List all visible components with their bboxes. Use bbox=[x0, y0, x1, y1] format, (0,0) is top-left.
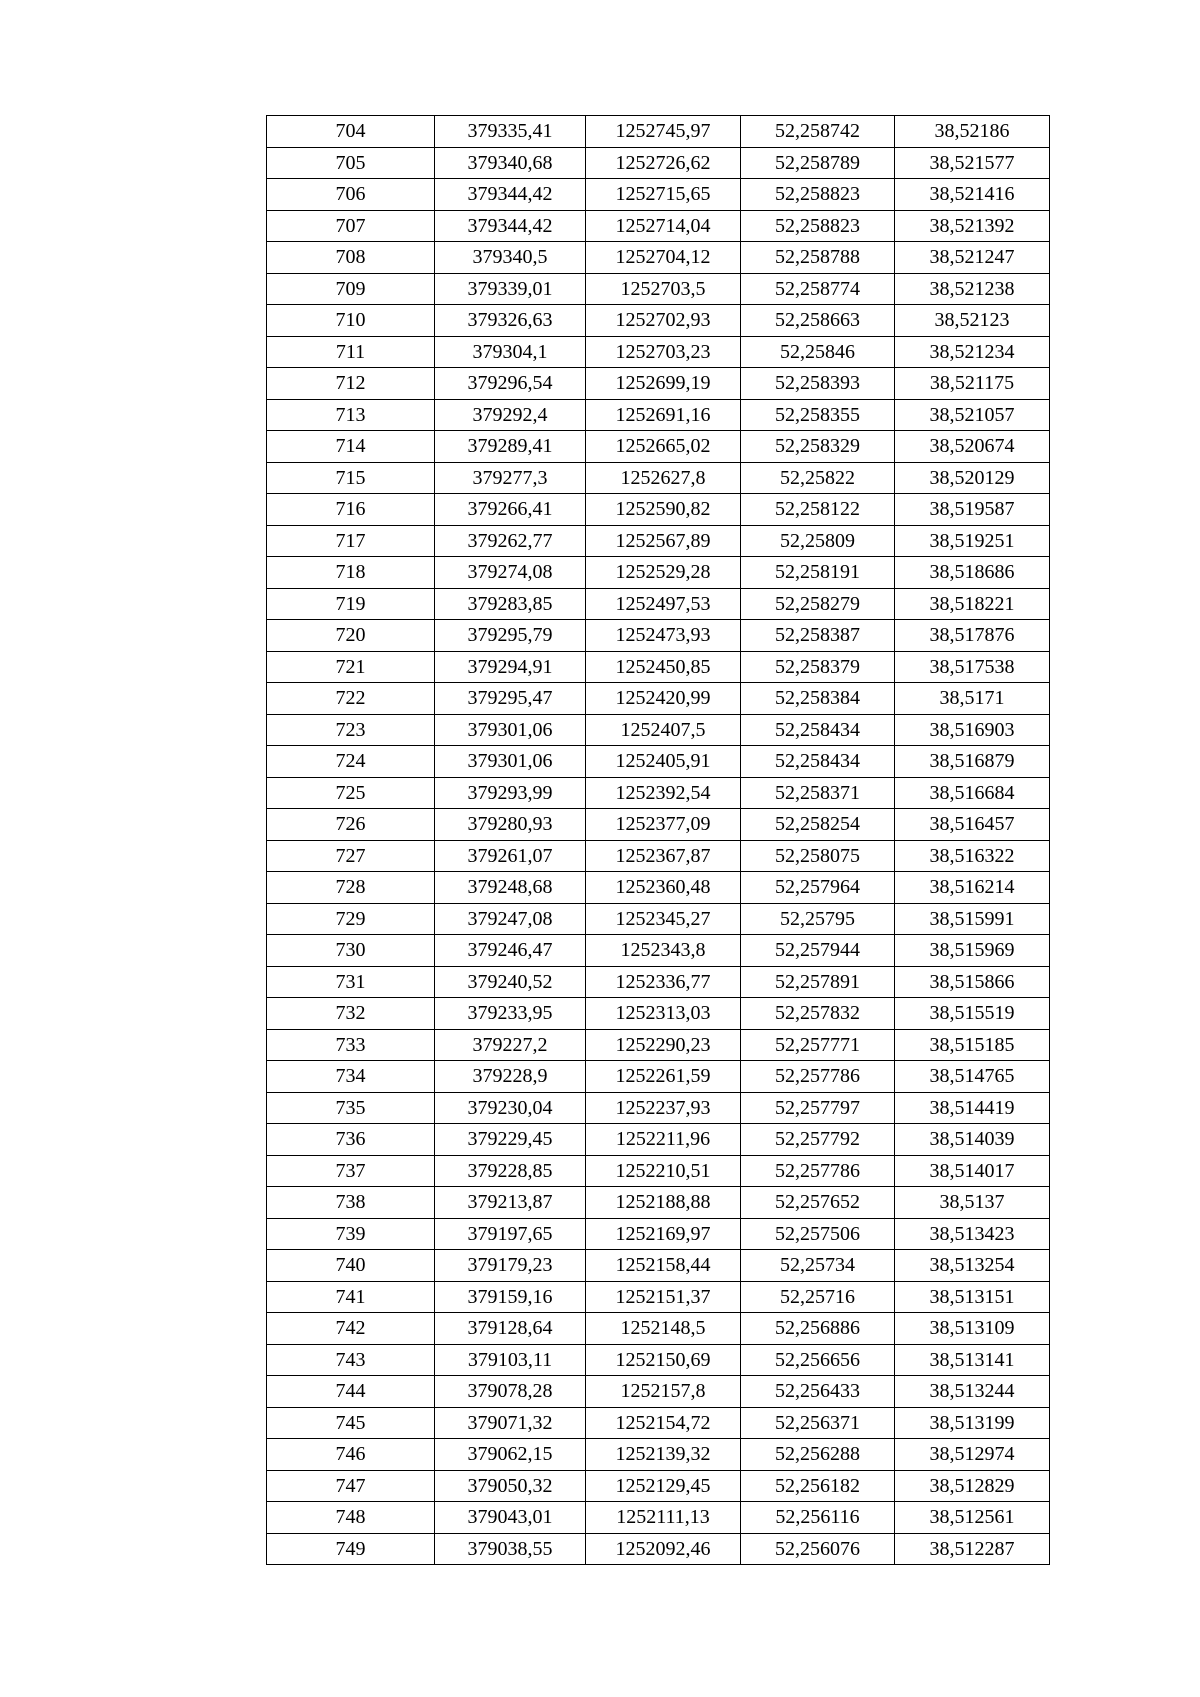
point-number-cell: 722 bbox=[267, 683, 435, 715]
x-coordinate-cell: 379103,11 bbox=[435, 1344, 586, 1376]
x-coordinate-cell: 379038,55 bbox=[435, 1533, 586, 1565]
table-row bbox=[267, 273, 1050, 305]
latitude-cell: 52,25846 bbox=[741, 336, 895, 368]
x-coordinate-cell: 379262,77 bbox=[435, 525, 586, 557]
x-coordinate-cell: 379078,28 bbox=[435, 1376, 586, 1408]
x-coordinate-cell: 379277,3 bbox=[435, 462, 586, 494]
x-coordinate-cell: 379340,5 bbox=[435, 242, 586, 274]
x-coordinate-cell: 379344,42 bbox=[435, 179, 586, 211]
point-number-cell: 709 bbox=[267, 273, 435, 305]
longitude-cell: 38,516457 bbox=[895, 809, 1050, 841]
latitude-cell: 52,257944 bbox=[741, 935, 895, 967]
latitude-cell: 52,256371 bbox=[741, 1407, 895, 1439]
latitude-cell: 52,256656 bbox=[741, 1344, 895, 1376]
point-number-cell: 748 bbox=[267, 1502, 435, 1534]
x-coordinate-cell: 379230,04 bbox=[435, 1092, 586, 1124]
point-number-cell: 711 bbox=[267, 336, 435, 368]
latitude-cell: 52,257786 bbox=[741, 1061, 895, 1093]
table-row bbox=[267, 746, 1050, 778]
longitude-cell: 38,5171 bbox=[895, 683, 1050, 715]
table-row bbox=[267, 651, 1050, 683]
table-row bbox=[267, 1470, 1050, 1502]
latitude-cell: 52,25734 bbox=[741, 1250, 895, 1282]
latitude-cell: 52,258122 bbox=[741, 494, 895, 526]
y-coordinate-cell: 1252211,96 bbox=[586, 1124, 741, 1156]
table-row bbox=[267, 620, 1050, 652]
latitude-cell: 52,256076 bbox=[741, 1533, 895, 1565]
table-row bbox=[267, 998, 1050, 1030]
point-number-cell: 712 bbox=[267, 368, 435, 400]
longitude-cell: 38,521247 bbox=[895, 242, 1050, 274]
longitude-cell: 38,512561 bbox=[895, 1502, 1050, 1534]
y-coordinate-cell: 1252210,51 bbox=[586, 1155, 741, 1187]
latitude-cell: 52,258823 bbox=[741, 179, 895, 211]
latitude-cell: 52,25822 bbox=[741, 462, 895, 494]
table-row bbox=[267, 1407, 1050, 1439]
table-row bbox=[267, 777, 1050, 809]
x-coordinate-cell: 379340,68 bbox=[435, 147, 586, 179]
x-coordinate-cell: 379228,85 bbox=[435, 1155, 586, 1187]
coordinates-table bbox=[266, 115, 1050, 1565]
point-number-cell: 742 bbox=[267, 1313, 435, 1345]
y-coordinate-cell: 1252377,09 bbox=[586, 809, 741, 841]
table-row bbox=[267, 179, 1050, 211]
x-coordinate-cell: 379294,91 bbox=[435, 651, 586, 683]
table-row bbox=[267, 462, 1050, 494]
longitude-cell: 38,513423 bbox=[895, 1218, 1050, 1250]
table-row bbox=[267, 809, 1050, 841]
y-coordinate-cell: 1252714,04 bbox=[586, 210, 741, 242]
x-coordinate-cell: 379159,16 bbox=[435, 1281, 586, 1313]
latitude-cell: 52,256116 bbox=[741, 1502, 895, 1534]
point-number-cell: 729 bbox=[267, 903, 435, 935]
longitude-cell: 38,521057 bbox=[895, 399, 1050, 431]
latitude-cell: 52,257771 bbox=[741, 1029, 895, 1061]
longitude-cell: 38,52123 bbox=[895, 305, 1050, 337]
longitude-cell: 38,516214 bbox=[895, 872, 1050, 904]
latitude-cell: 52,258254 bbox=[741, 809, 895, 841]
point-number-cell: 731 bbox=[267, 966, 435, 998]
y-coordinate-cell: 1252139,32 bbox=[586, 1439, 741, 1471]
x-coordinate-cell: 379296,54 bbox=[435, 368, 586, 400]
point-number-cell: 704 bbox=[267, 116, 435, 148]
point-number-cell: 724 bbox=[267, 746, 435, 778]
point-number-cell: 733 bbox=[267, 1029, 435, 1061]
y-coordinate-cell: 1252567,89 bbox=[586, 525, 741, 557]
table-row bbox=[267, 147, 1050, 179]
longitude-cell: 38,515866 bbox=[895, 966, 1050, 998]
longitude-cell: 38,52186 bbox=[895, 116, 1050, 148]
longitude-cell: 38,517538 bbox=[895, 651, 1050, 683]
point-number-cell: 746 bbox=[267, 1439, 435, 1471]
latitude-cell: 52,258075 bbox=[741, 840, 895, 872]
point-number-cell: 725 bbox=[267, 777, 435, 809]
x-coordinate-cell: 379247,08 bbox=[435, 903, 586, 935]
x-coordinate-cell: 379228,9 bbox=[435, 1061, 586, 1093]
longitude-cell: 38,519587 bbox=[895, 494, 1050, 526]
table-row bbox=[267, 210, 1050, 242]
x-coordinate-cell: 379229,45 bbox=[435, 1124, 586, 1156]
longitude-cell: 38,517876 bbox=[895, 620, 1050, 652]
table-row bbox=[267, 1250, 1050, 1282]
x-coordinate-cell: 379283,85 bbox=[435, 588, 586, 620]
point-number-cell: 717 bbox=[267, 525, 435, 557]
latitude-cell: 52,258663 bbox=[741, 305, 895, 337]
y-coordinate-cell: 1252703,5 bbox=[586, 273, 741, 305]
y-coordinate-cell: 1252745,97 bbox=[586, 116, 741, 148]
table-row bbox=[267, 903, 1050, 935]
point-number-cell: 708 bbox=[267, 242, 435, 274]
latitude-cell: 52,258379 bbox=[741, 651, 895, 683]
coordinates-table-body bbox=[267, 116, 1050, 1565]
latitude-cell: 52,257964 bbox=[741, 872, 895, 904]
y-coordinate-cell: 1252345,27 bbox=[586, 903, 741, 935]
y-coordinate-cell: 1252360,48 bbox=[586, 872, 741, 904]
point-number-cell: 736 bbox=[267, 1124, 435, 1156]
table-row bbox=[267, 966, 1050, 998]
point-number-cell: 716 bbox=[267, 494, 435, 526]
x-coordinate-cell: 379197,65 bbox=[435, 1218, 586, 1250]
x-coordinate-cell: 379304,1 bbox=[435, 336, 586, 368]
y-coordinate-cell: 1252407,5 bbox=[586, 714, 741, 746]
latitude-cell: 52,257797 bbox=[741, 1092, 895, 1124]
y-coordinate-cell: 1252665,02 bbox=[586, 431, 741, 463]
table-row bbox=[267, 1502, 1050, 1534]
table-row bbox=[267, 588, 1050, 620]
longitude-cell: 38,512974 bbox=[895, 1439, 1050, 1471]
longitude-cell: 38,521238 bbox=[895, 273, 1050, 305]
point-number-cell: 745 bbox=[267, 1407, 435, 1439]
y-coordinate-cell: 1252237,93 bbox=[586, 1092, 741, 1124]
longitude-cell: 38,513141 bbox=[895, 1344, 1050, 1376]
y-coordinate-cell: 1252703,23 bbox=[586, 336, 741, 368]
point-number-cell: 726 bbox=[267, 809, 435, 841]
longitude-cell: 38,5137 bbox=[895, 1187, 1050, 1219]
table-row bbox=[267, 1218, 1050, 1250]
table-row bbox=[267, 1313, 1050, 1345]
longitude-cell: 38,514039 bbox=[895, 1124, 1050, 1156]
table-row bbox=[267, 242, 1050, 274]
latitude-cell: 52,258384 bbox=[741, 683, 895, 715]
y-coordinate-cell: 1252092,46 bbox=[586, 1533, 741, 1565]
latitude-cell: 52,258774 bbox=[741, 273, 895, 305]
y-coordinate-cell: 1252420,99 bbox=[586, 683, 741, 715]
latitude-cell: 52,258788 bbox=[741, 242, 895, 274]
longitude-cell: 38,516684 bbox=[895, 777, 1050, 809]
x-coordinate-cell: 379301,06 bbox=[435, 746, 586, 778]
y-coordinate-cell: 1252169,97 bbox=[586, 1218, 741, 1250]
longitude-cell: 38,515519 bbox=[895, 998, 1050, 1030]
table-row bbox=[267, 1061, 1050, 1093]
longitude-cell: 38,521234 bbox=[895, 336, 1050, 368]
point-number-cell: 738 bbox=[267, 1187, 435, 1219]
table-row bbox=[267, 431, 1050, 463]
latitude-cell: 52,257786 bbox=[741, 1155, 895, 1187]
table-row bbox=[267, 368, 1050, 400]
latitude-cell: 52,257652 bbox=[741, 1187, 895, 1219]
latitude-cell: 52,258742 bbox=[741, 116, 895, 148]
y-coordinate-cell: 1252392,54 bbox=[586, 777, 741, 809]
latitude-cell: 52,258789 bbox=[741, 147, 895, 179]
point-number-cell: 718 bbox=[267, 557, 435, 589]
longitude-cell: 38,513199 bbox=[895, 1407, 1050, 1439]
x-coordinate-cell: 379274,08 bbox=[435, 557, 586, 589]
y-coordinate-cell: 1252157,8 bbox=[586, 1376, 741, 1408]
table-row bbox=[267, 872, 1050, 904]
point-number-cell: 728 bbox=[267, 872, 435, 904]
y-coordinate-cell: 1252699,19 bbox=[586, 368, 741, 400]
y-coordinate-cell: 1252691,16 bbox=[586, 399, 741, 431]
point-number-cell: 735 bbox=[267, 1092, 435, 1124]
x-coordinate-cell: 379292,4 bbox=[435, 399, 586, 431]
latitude-cell: 52,256288 bbox=[741, 1439, 895, 1471]
x-coordinate-cell: 379050,32 bbox=[435, 1470, 586, 1502]
longitude-cell: 38,519251 bbox=[895, 525, 1050, 557]
x-coordinate-cell: 379280,93 bbox=[435, 809, 586, 841]
latitude-cell: 52,257792 bbox=[741, 1124, 895, 1156]
longitude-cell: 38,520129 bbox=[895, 462, 1050, 494]
y-coordinate-cell: 1252336,77 bbox=[586, 966, 741, 998]
point-number-cell: 715 bbox=[267, 462, 435, 494]
point-number-cell: 730 bbox=[267, 935, 435, 967]
latitude-cell: 52,258393 bbox=[741, 368, 895, 400]
table-row bbox=[267, 494, 1050, 526]
y-coordinate-cell: 1252497,53 bbox=[586, 588, 741, 620]
point-number-cell: 706 bbox=[267, 179, 435, 211]
point-number-cell: 739 bbox=[267, 1218, 435, 1250]
point-number-cell: 707 bbox=[267, 210, 435, 242]
point-number-cell: 744 bbox=[267, 1376, 435, 1408]
x-coordinate-cell: 379295,47 bbox=[435, 683, 586, 715]
x-coordinate-cell: 379301,06 bbox=[435, 714, 586, 746]
point-number-cell: 727 bbox=[267, 840, 435, 872]
latitude-cell: 52,25716 bbox=[741, 1281, 895, 1313]
x-coordinate-cell: 379266,41 bbox=[435, 494, 586, 526]
longitude-cell: 38,521416 bbox=[895, 179, 1050, 211]
latitude-cell: 52,257832 bbox=[741, 998, 895, 1030]
y-coordinate-cell: 1252367,87 bbox=[586, 840, 741, 872]
longitude-cell: 38,515969 bbox=[895, 935, 1050, 967]
y-coordinate-cell: 1252473,93 bbox=[586, 620, 741, 652]
latitude-cell: 52,258191 bbox=[741, 557, 895, 589]
x-coordinate-cell: 379179,23 bbox=[435, 1250, 586, 1282]
longitude-cell: 38,520674 bbox=[895, 431, 1050, 463]
point-number-cell: 737 bbox=[267, 1155, 435, 1187]
table-row bbox=[267, 1439, 1050, 1471]
longitude-cell: 38,513151 bbox=[895, 1281, 1050, 1313]
y-coordinate-cell: 1252405,91 bbox=[586, 746, 741, 778]
latitude-cell: 52,25795 bbox=[741, 903, 895, 935]
y-coordinate-cell: 1252148,5 bbox=[586, 1313, 741, 1345]
latitude-cell: 52,256886 bbox=[741, 1313, 895, 1345]
longitude-cell: 38,515991 bbox=[895, 903, 1050, 935]
point-number-cell: 747 bbox=[267, 1470, 435, 1502]
point-number-cell: 740 bbox=[267, 1250, 435, 1282]
y-coordinate-cell: 1252188,88 bbox=[586, 1187, 741, 1219]
x-coordinate-cell: 379213,87 bbox=[435, 1187, 586, 1219]
table-row bbox=[267, 1187, 1050, 1219]
table-row bbox=[267, 1155, 1050, 1187]
y-coordinate-cell: 1252627,8 bbox=[586, 462, 741, 494]
point-number-cell: 720 bbox=[267, 620, 435, 652]
longitude-cell: 38,516903 bbox=[895, 714, 1050, 746]
latitude-cell: 52,258355 bbox=[741, 399, 895, 431]
point-number-cell: 719 bbox=[267, 588, 435, 620]
table-row bbox=[267, 336, 1050, 368]
y-coordinate-cell: 1252158,44 bbox=[586, 1250, 741, 1282]
table-row bbox=[267, 683, 1050, 715]
point-number-cell: 705 bbox=[267, 147, 435, 179]
x-coordinate-cell: 379233,95 bbox=[435, 998, 586, 1030]
longitude-cell: 38,512287 bbox=[895, 1533, 1050, 1565]
point-number-cell: 743 bbox=[267, 1344, 435, 1376]
latitude-cell: 52,258371 bbox=[741, 777, 895, 809]
latitude-cell: 52,258329 bbox=[741, 431, 895, 463]
latitude-cell: 52,258387 bbox=[741, 620, 895, 652]
longitude-cell: 38,513109 bbox=[895, 1313, 1050, 1345]
longitude-cell: 38,514765 bbox=[895, 1061, 1050, 1093]
x-coordinate-cell: 379335,41 bbox=[435, 116, 586, 148]
y-coordinate-cell: 1252450,85 bbox=[586, 651, 741, 683]
longitude-cell: 38,515185 bbox=[895, 1029, 1050, 1061]
y-coordinate-cell: 1252154,72 bbox=[586, 1407, 741, 1439]
longitude-cell: 38,521175 bbox=[895, 368, 1050, 400]
latitude-cell: 52,256182 bbox=[741, 1470, 895, 1502]
y-coordinate-cell: 1252313,03 bbox=[586, 998, 741, 1030]
x-coordinate-cell: 379246,47 bbox=[435, 935, 586, 967]
y-coordinate-cell: 1252702,93 bbox=[586, 305, 741, 337]
y-coordinate-cell: 1252590,82 bbox=[586, 494, 741, 526]
x-coordinate-cell: 379326,63 bbox=[435, 305, 586, 337]
latitude-cell: 52,258434 bbox=[741, 714, 895, 746]
longitude-cell: 38,516322 bbox=[895, 840, 1050, 872]
x-coordinate-cell: 379227,2 bbox=[435, 1029, 586, 1061]
x-coordinate-cell: 379295,79 bbox=[435, 620, 586, 652]
longitude-cell: 38,513244 bbox=[895, 1376, 1050, 1408]
y-coordinate-cell: 1252111,13 bbox=[586, 1502, 741, 1534]
point-number-cell: 714 bbox=[267, 431, 435, 463]
point-number-cell: 723 bbox=[267, 714, 435, 746]
longitude-cell: 38,518221 bbox=[895, 588, 1050, 620]
table-row bbox=[267, 1092, 1050, 1124]
latitude-cell: 52,258279 bbox=[741, 588, 895, 620]
table-row bbox=[267, 399, 1050, 431]
point-number-cell: 749 bbox=[267, 1533, 435, 1565]
point-number-cell: 732 bbox=[267, 998, 435, 1030]
y-coordinate-cell: 1252151,37 bbox=[586, 1281, 741, 1313]
longitude-cell: 38,514419 bbox=[895, 1092, 1050, 1124]
x-coordinate-cell: 379128,64 bbox=[435, 1313, 586, 1345]
y-coordinate-cell: 1252261,59 bbox=[586, 1061, 741, 1093]
table-row bbox=[267, 714, 1050, 746]
y-coordinate-cell: 1252150,69 bbox=[586, 1344, 741, 1376]
x-coordinate-cell: 379062,15 bbox=[435, 1439, 586, 1471]
y-coordinate-cell: 1252290,23 bbox=[586, 1029, 741, 1061]
x-coordinate-cell: 379043,01 bbox=[435, 1502, 586, 1534]
table-row bbox=[267, 116, 1050, 148]
longitude-cell: 38,516879 bbox=[895, 746, 1050, 778]
point-number-cell: 741 bbox=[267, 1281, 435, 1313]
x-coordinate-cell: 379344,42 bbox=[435, 210, 586, 242]
y-coordinate-cell: 1252715,65 bbox=[586, 179, 741, 211]
longitude-cell: 38,521577 bbox=[895, 147, 1050, 179]
table-row bbox=[267, 1124, 1050, 1156]
x-coordinate-cell: 379071,32 bbox=[435, 1407, 586, 1439]
latitude-cell: 52,258823 bbox=[741, 210, 895, 242]
x-coordinate-cell: 379339,01 bbox=[435, 273, 586, 305]
latitude-cell: 52,25809 bbox=[741, 525, 895, 557]
y-coordinate-cell: 1252129,45 bbox=[586, 1470, 741, 1502]
table-row bbox=[267, 840, 1050, 872]
table-row bbox=[267, 1344, 1050, 1376]
table-row bbox=[267, 935, 1050, 967]
table-row bbox=[267, 1376, 1050, 1408]
point-number-cell: 713 bbox=[267, 399, 435, 431]
y-coordinate-cell: 1252726,62 bbox=[586, 147, 741, 179]
longitude-cell: 38,518686 bbox=[895, 557, 1050, 589]
table-row bbox=[267, 1281, 1050, 1313]
latitude-cell: 52,258434 bbox=[741, 746, 895, 778]
longitude-cell: 38,512829 bbox=[895, 1470, 1050, 1502]
x-coordinate-cell: 379289,41 bbox=[435, 431, 586, 463]
y-coordinate-cell: 1252343,8 bbox=[586, 935, 741, 967]
y-coordinate-cell: 1252529,28 bbox=[586, 557, 741, 589]
x-coordinate-cell: 379248,68 bbox=[435, 872, 586, 904]
point-number-cell: 734 bbox=[267, 1061, 435, 1093]
table-row bbox=[267, 525, 1050, 557]
x-coordinate-cell: 379293,99 bbox=[435, 777, 586, 809]
y-coordinate-cell: 1252704,12 bbox=[586, 242, 741, 274]
longitude-cell: 38,514017 bbox=[895, 1155, 1050, 1187]
x-coordinate-cell: 379240,52 bbox=[435, 966, 586, 998]
point-number-cell: 710 bbox=[267, 305, 435, 337]
latitude-cell: 52,256433 bbox=[741, 1376, 895, 1408]
table-row bbox=[267, 557, 1050, 589]
longitude-cell: 38,521392 bbox=[895, 210, 1050, 242]
latitude-cell: 52,257506 bbox=[741, 1218, 895, 1250]
table-row bbox=[267, 1533, 1050, 1565]
table-row bbox=[267, 1029, 1050, 1061]
x-coordinate-cell: 379261,07 bbox=[435, 840, 586, 872]
longitude-cell: 38,513254 bbox=[895, 1250, 1050, 1282]
table-row bbox=[267, 305, 1050, 337]
latitude-cell: 52,257891 bbox=[741, 966, 895, 998]
point-number-cell: 721 bbox=[267, 651, 435, 683]
